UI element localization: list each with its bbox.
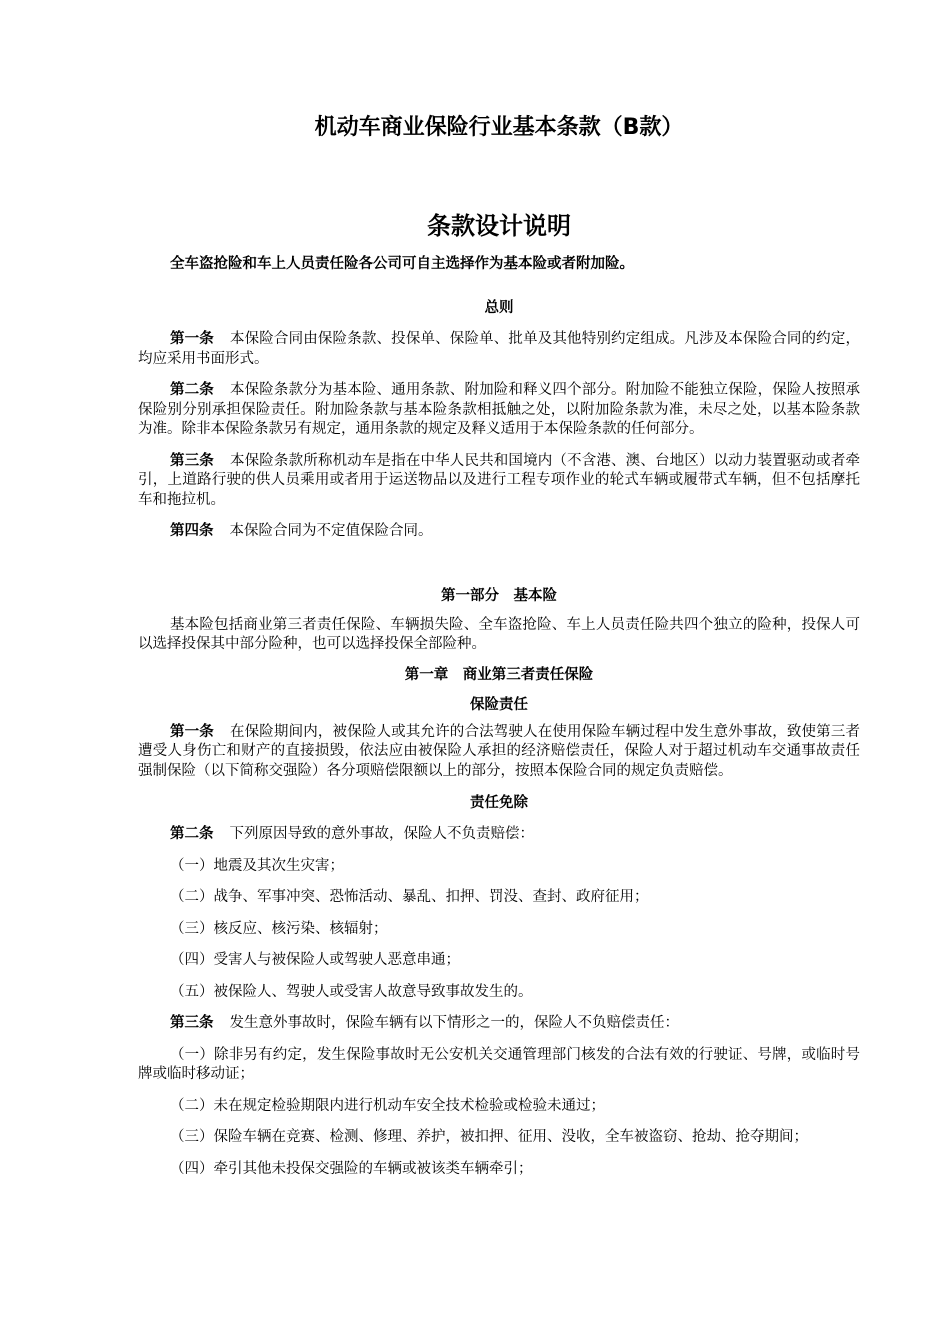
article-text: 本保险条款分为基本险、通用条款、附加险和释义四个部分。附加险不能独立保险，保险人按照承保险别分别承担保险责任。附加险条款与基本险条款相抵触之处，以附加险条款为准，未尽之处，以基本险条款为准。除非本保险条款另有规定，通用条款的规定及释义适用于本保险条款的任何部分。 bbox=[138, 382, 860, 437]
article-label: 第一条 bbox=[170, 723, 214, 740]
article-label: 第三条 bbox=[170, 452, 214, 469]
general-article-3 bbox=[138, 452, 860, 511]
document-title: 机动车商业保险行业基本条款（B款） bbox=[314, 115, 684, 140]
general-article-2 bbox=[138, 381, 860, 440]
article-text: 本保险合同由保险条款、投保单、保险单、批单及其他特别约定组成。凡涉及本保险合同的约定，均应采用书面形式。 bbox=[138, 331, 860, 367]
article-label: 第三条 bbox=[170, 1015, 214, 1031]
article-text: 发生意外事故时，保险车辆有以下情形之一的，保险人不负赔偿责任： bbox=[229, 1015, 679, 1031]
general-article-1 bbox=[138, 330, 860, 369]
article-text: 下列原因导致的意外事故，保险人不负责赔偿： bbox=[229, 826, 534, 842]
general-article-4 bbox=[138, 522, 860, 542]
general-heading: 总则 bbox=[484, 300, 514, 316]
article-2-item-2: （二）战争、军事冲突、恐怖活动、暴乱、扣押、罚没、查封、政府征用； bbox=[170, 889, 649, 905]
design-note: 全车盗抢险和车上人员责任险各公司可自主选择作为基本险或者附加险。 bbox=[170, 256, 634, 272]
chapter1-heading: 第一章 商业第三者责任保险 bbox=[404, 666, 594, 683]
article-2-item-3: （三）核反应、核污染、核辐射； bbox=[170, 920, 388, 937]
article-2-item-4: （四）受害人与被保险人或驾驶人恶意串通； bbox=[170, 952, 460, 968]
article-3-item-3: （三）保险车辆在竞赛、检测、修理、养护，被扣押、征用、没收，全车被盗窃、抢劫、抢夺期间； bbox=[170, 1129, 808, 1145]
part1-heading: 第一部分 基本险 bbox=[441, 587, 557, 604]
article-label: 第四条 bbox=[170, 523, 214, 539]
article-label: 第一条 bbox=[170, 331, 214, 347]
article-2-item-1: （一）地震及其次生灾害； bbox=[170, 857, 344, 874]
article-3-item-4: （四）牵引其他未投保交强险的车辆或被该类车辆牵引； bbox=[170, 1160, 533, 1177]
liability-heading: 保险责任 bbox=[470, 696, 528, 713]
article-2-item-5: （五）被保险人、驾驶人或受害人故意导致事故发生的。 bbox=[170, 983, 533, 1000]
exclusion-heading: 责任免除 bbox=[470, 795, 528, 811]
article-text: 本保险条款所称机动车是指在中华人民共和国境内（不含港、澳、台地区）以动力装置驱动或者牵引，上道路行驶的供人员乘用或者用于运送物品以及进行工程专项作业的轮式车辆或履带式车辆，但不包括摩托车和拖拉机。 bbox=[138, 452, 860, 508]
article-text: 在保险期间内，被保险人或其允许的合法驾驶人在使用保险车辆过程中发生意外事故，致使第三者遭受人身伤亡和财产的直接损毁，依法应由被保险人承担的经济赔偿责任，保险人对于超过机动车交通事故责任强制保险（以下简称交强险）各分项赔偿限额以上的部分，按照本保险合同的规定负责赔偿。 bbox=[138, 723, 860, 779]
article-label: 第二条 bbox=[170, 826, 214, 842]
chapter1-article-1 bbox=[138, 723, 860, 782]
article-text: 本保险合同为不定值保险合同。 bbox=[229, 523, 433, 539]
chapter1-article-2 bbox=[138, 825, 860, 845]
document-body bbox=[138, 298, 860, 1179]
section-title: 条款设计说明 bbox=[427, 212, 571, 240]
article-3-item-2: （二）未在规定检验期限内进行机动车安全技术检验或检验未通过； bbox=[170, 1097, 605, 1114]
chapter1-article-3 bbox=[138, 1014, 860, 1034]
article-3-item-1: （一）除非另有约定，发生保险事故时无公安机关交通管理部门核发的合法有效的行驶证、号牌，或临时号牌或临时移动证； bbox=[138, 1046, 860, 1082]
article-label: 第二条 bbox=[170, 382, 214, 398]
part1-intro: 基本险包括商业第三者责任保险、车辆损失险、全车盗抢险、车上人员责任险共四个独立的险种，投保人可以选择投保其中部分险种，也可以选择投保全部险种。 bbox=[138, 616, 860, 652]
